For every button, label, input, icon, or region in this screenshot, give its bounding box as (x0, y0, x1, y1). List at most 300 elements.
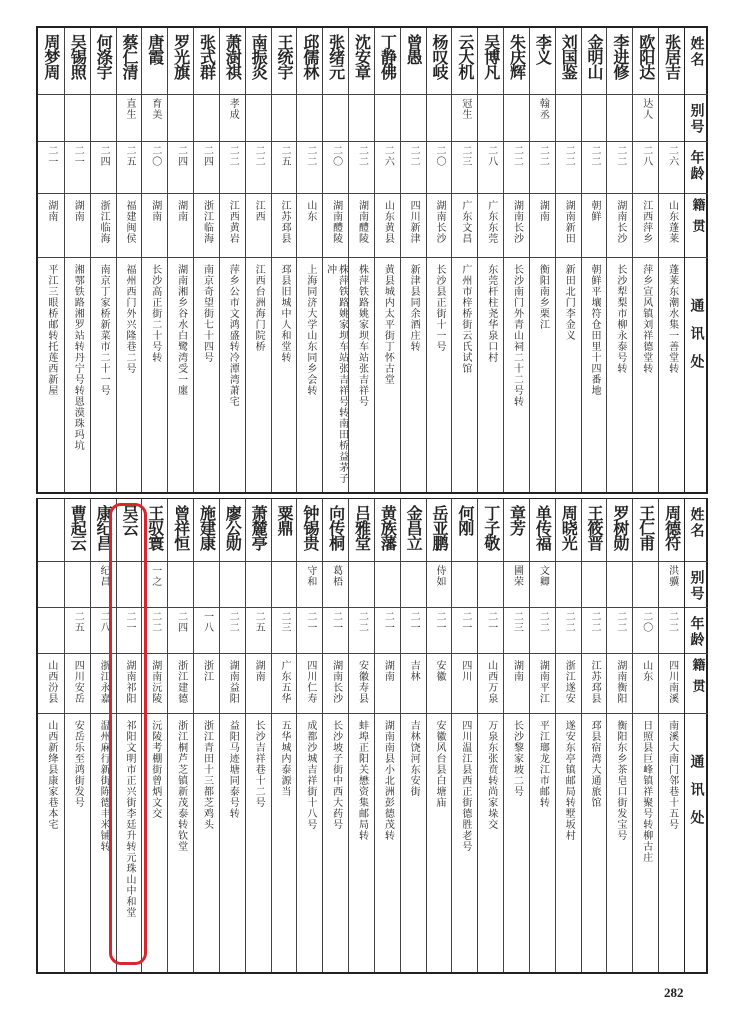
entry-address: 江西台洲海门院桥 (253, 264, 265, 352)
entry-alias: 圃荣 (511, 565, 523, 587)
entry-column (245, 28, 271, 492)
entry-address: 邳县宿湾大通旅馆 (589, 720, 601, 808)
entry-name: 罗树勋 (610, 505, 630, 550)
entry-name: 欧阳达 (636, 34, 656, 79)
bottom-header-column (684, 499, 708, 972)
entry-name: 丁子敬 (481, 505, 501, 550)
entry-column (529, 28, 555, 492)
header-alias-bottom: 别号 (688, 570, 705, 602)
entry-age: 二一 (485, 611, 497, 633)
entry-alias (168, 562, 193, 607)
entry-column (632, 499, 658, 972)
entry-name: 吴云 (119, 505, 139, 535)
entry-column (64, 499, 90, 972)
entry-name: 周晓光 (559, 505, 579, 550)
entry-column (271, 499, 297, 972)
entry-column (400, 28, 426, 492)
entry-column (632, 28, 658, 492)
entry-alias: 冠生 (459, 98, 471, 120)
entry-native-place: 湖南长沙 (330, 660, 342, 704)
entry-name: 金昌立 (404, 505, 424, 550)
entry-age: 二五 (253, 611, 265, 633)
entry-column (555, 499, 581, 972)
entry-native-place: 浙江临海 (201, 200, 213, 244)
entry-age: 二一 (408, 611, 420, 633)
entry-alias (556, 562, 581, 607)
entry-alias (220, 562, 245, 607)
entry-name: 张绪元 (326, 34, 346, 79)
entry-alias (246, 95, 271, 141)
entry-native-place: 浙江建德 (175, 660, 187, 704)
entry-name: 周梦周 (41, 34, 61, 79)
entry-name: 曾祥恒 (171, 505, 191, 550)
entry-native-place: 湖南 (149, 200, 161, 222)
entry-age: 一八 (201, 611, 213, 633)
entry-age: 二二 (408, 145, 420, 167)
entry-address: 成都沙城吉祥街十八号 (304, 720, 316, 830)
entry-address: 南京丁家桥新菜市二十一号 (98, 264, 110, 396)
entry-column (219, 499, 245, 972)
entry-age: 二〇 (330, 145, 342, 167)
entry-address: 长沙高正街二十号转 (149, 264, 161, 363)
entry-alias: 侍如 (434, 565, 446, 587)
entry-age: 二四 (98, 145, 110, 167)
entry-address: 平江三眼桥邮转托莲西新屋 (45, 264, 57, 396)
entry-alias: 孝成 (227, 98, 239, 120)
entry-name: 周德符 (662, 505, 682, 550)
entry-alias (659, 95, 684, 141)
entry-name: 邱儒林 (300, 34, 320, 79)
entry-age: 二一 (459, 611, 471, 633)
red-highlight-annotation (109, 503, 147, 965)
entry-column (245, 499, 271, 972)
entry-alias (504, 95, 529, 141)
entry-name: 王筱晋 (585, 505, 605, 550)
entry-alias (38, 562, 64, 607)
entry-age: 二二 (537, 145, 549, 167)
entry-address: 南京奇望街七十四号 (201, 264, 213, 363)
entry-column (503, 499, 529, 972)
entry-native-place: 江西萍乡 (640, 200, 652, 244)
entry-age: 二一 (304, 611, 316, 633)
entry-column (426, 499, 452, 972)
entry-address: 浙江青田十三都芝鸡头 (201, 720, 213, 830)
entry-address: 上海同济大学山东同乡会转 (304, 264, 316, 396)
entry-address: 新津县同余酒庄转 (408, 264, 420, 352)
entry-column (322, 28, 348, 492)
entry-address: 沅陵考棚街曾炳文交 (149, 720, 161, 819)
entry-address: 安徽风台县白塘庙 (434, 720, 446, 808)
entry-alias (556, 95, 581, 141)
entry-address: 平江瑯龙江市邮转 (537, 720, 549, 808)
top-header-column (684, 28, 708, 492)
entry-native-place: 湖南 (537, 200, 549, 222)
entry-address: 长沙县正街十一号 (434, 264, 446, 352)
entry-address: 四川温江县西正街德胜老号 (459, 720, 471, 852)
entry-alias: 直生 (123, 98, 135, 120)
entry-name: 廖公勋 (223, 505, 243, 550)
entry-age: 二八 (485, 145, 497, 167)
header-name: 姓名 (688, 36, 705, 68)
entry-alias (375, 562, 400, 607)
entry-address: 万泉东张贲转尚家垛交 (485, 720, 497, 830)
entry-native-place: 浙江临海 (98, 200, 110, 244)
header-age-bottom: 年龄 (688, 616, 705, 648)
entry-native-place: 江西黄岩 (227, 200, 239, 244)
entry-column (581, 28, 607, 492)
entry-column (606, 499, 632, 972)
entry-age: 二六 (666, 145, 678, 167)
entry-name: 唐霞 (145, 34, 165, 64)
entry-age: 二二 (304, 145, 316, 167)
entry-column (606, 28, 632, 492)
entry-age: 二二 (227, 145, 239, 167)
entry-column (167, 499, 193, 972)
entry-age: 二三 (511, 611, 523, 633)
entry-alias: 育美 (149, 98, 161, 120)
entry-alias (349, 562, 374, 607)
entry-native-place: 湖南 (382, 660, 394, 682)
entry-age: 二二 (563, 145, 575, 167)
entry-alias: 纪昌 (98, 565, 110, 587)
entry-native-place: 湖南 (175, 200, 187, 222)
entry-alias (401, 95, 426, 141)
entry-column (477, 28, 503, 492)
entry-address: 长沙黎家坡二号 (511, 720, 523, 797)
entry-address: 安岳乐至鸿街发号 (72, 720, 84, 808)
entry-native-place: 四川安岳 (72, 660, 84, 704)
entry-name: 刘国鉴 (559, 34, 579, 79)
entry-alias (323, 95, 348, 141)
entry-age: 二二 (356, 145, 368, 167)
entry-alias (427, 95, 452, 141)
entry-native-place: 安徽 (434, 660, 446, 682)
entry-name: 钟锡贵 (300, 505, 320, 550)
entry-column (90, 28, 116, 492)
entry-name: 萧麓亭 (249, 505, 269, 550)
entry-alias (194, 95, 219, 141)
entry-name: 何刚 (455, 505, 475, 535)
entry-native-place: 湖南衡阳 (614, 660, 626, 704)
entry-age: 二一 (45, 145, 57, 167)
entry-name: 张居吉 (662, 34, 682, 79)
entry-column (451, 28, 477, 492)
entry-native-place: 湖南醴陵 (330, 200, 342, 244)
entry-native-place: 浙江永嘉 (98, 660, 110, 704)
entry-address: 五华城内泰源当 (278, 720, 290, 797)
entry-name: 云大机 (455, 34, 475, 79)
entry-age: 二四 (201, 145, 213, 167)
entry-address: 湘鄂铁路湘罗站转丹宁号转恩漠珠玛坑 (72, 264, 84, 451)
entry-native-place: 山东蓬莱 (666, 200, 678, 244)
entry-native-place: 湖南 (511, 660, 523, 682)
entry-native-place: 湖南长沙 (614, 200, 626, 244)
entry-column (271, 28, 297, 492)
entry-name: 向传桐 (326, 505, 346, 550)
entry-name: 萧澍祺 (223, 34, 243, 79)
entry-address: 萍乡宣风镇刘祥德堂转 (640, 264, 652, 374)
entry-name: 金明山 (585, 34, 605, 79)
entry-address: 吉林饶河东安街 (408, 720, 420, 797)
entry-name: 曹起云 (68, 505, 88, 550)
entry-name: 李进修 (610, 34, 630, 79)
header-alias: 别号 (688, 103, 705, 135)
entry-name: 沈安章 (352, 34, 372, 79)
entry-native-place: 山东 (640, 660, 652, 682)
entry-age: 二二 (563, 611, 575, 633)
entry-address: 益阳马迹塘同泰号转 (227, 720, 239, 819)
entry-age: 二二 (589, 145, 601, 167)
entry-native-place: 江苏邳县 (589, 660, 601, 704)
entry-address: 南溪大南门邻巷十五号 (666, 720, 678, 830)
entry-native-place: 湖南 (253, 660, 265, 682)
entry-address: 蚌埠正阳关懋资集邮局转 (356, 720, 368, 841)
entry-name: 南振炎 (249, 34, 269, 79)
entry-alias (401, 562, 426, 607)
entry-address: 祁阳文明市正兴街李廷升转元珠山中和堂 (123, 720, 135, 918)
entry-age: 二二 (149, 611, 161, 633)
entry-native-place: 山西万泉 (485, 660, 497, 704)
entry-name: 何涤宇 (94, 34, 114, 79)
entry-address: 黄县城内太平街丁怀古堂 (382, 264, 394, 385)
entry-address: 衡阳东乡茶皂口街发宝号 (614, 720, 626, 841)
entry-native-place: 四川南溪 (666, 660, 678, 704)
entry-native-place: 吉林 (408, 660, 420, 682)
entry-column (38, 28, 64, 492)
entry-alias (168, 95, 193, 141)
entry-native-place: 湖南 (72, 200, 84, 222)
entry-name: 吴锡照 (68, 34, 88, 79)
entry-address: 浙江桐芦芝镇新茂泰转钦堂 (175, 720, 187, 852)
entry-column (374, 28, 400, 492)
entry-address: 广州市梓桥街云氏试馆 (459, 264, 471, 374)
entry-name: 罗光旗 (171, 34, 191, 79)
entry-alias (478, 562, 503, 607)
entry-age: 二五 (278, 145, 290, 167)
entry-age: 二二 (589, 611, 601, 633)
entry-address: 衡阳南乡栗江 (537, 264, 549, 330)
entry-alias (272, 562, 297, 607)
entry-name: 张式群 (197, 34, 217, 79)
entry-alias (582, 562, 607, 607)
entry-name: 施建康 (197, 505, 217, 550)
entry-native-place: 湖南平江 (537, 660, 549, 704)
entry-name: 吕雅堂 (352, 505, 372, 550)
entry-address: 遂安东亭镇邮局转墅坂村 (563, 720, 575, 841)
entry-column (658, 499, 684, 972)
entry-age: 二四 (175, 145, 187, 167)
entry-column (374, 499, 400, 972)
entry-name: 粟鼎 (274, 505, 294, 535)
entry-age: 二四 (175, 611, 187, 633)
entry-native-place: 浙江 (201, 660, 213, 682)
entry-alias (65, 562, 90, 607)
entry-native-place: 山东 (304, 200, 316, 222)
entry-alias (633, 562, 658, 607)
entry-alias (297, 95, 322, 141)
entry-age: 二〇 (434, 145, 446, 167)
entry-address: 长沙犁梨市柳永泰号转 (614, 264, 626, 374)
entry-alias (452, 562, 477, 607)
entry-age: 二一 (123, 611, 135, 633)
entry-native-place: 山东黄县 (382, 200, 394, 244)
entry-native-place: 浙江遂安 (563, 660, 575, 704)
header-native: 籍贯 (689, 198, 705, 240)
entry-address: 湖南湘乡谷水白鹭湾受一廛 (175, 264, 187, 396)
entry-native-place: 广东五华 (278, 660, 290, 704)
entry-name (38, 499, 64, 561)
entry-age: 二二 (356, 611, 368, 633)
entry-age: 二五 (72, 611, 84, 633)
entry-age: 二三 (459, 145, 471, 167)
entry-column (193, 499, 219, 972)
entry-name: 黄族藩 (378, 505, 398, 550)
entry-address: 东莞杆柱尧华泉口村 (485, 264, 497, 363)
entry-address: 长沙坡子街中西大药号 (330, 720, 342, 830)
entry-name: 单传福 (533, 505, 553, 550)
entry-native-place: 四川新津 (408, 200, 420, 244)
header-age: 年龄 (688, 150, 705, 182)
entry-column (296, 499, 322, 972)
header-address-bottom: 通讯处 (688, 754, 705, 838)
entry-column (219, 28, 245, 492)
entry-column (581, 499, 607, 972)
entry-alias: 一之 (149, 565, 161, 587)
entry-alias (607, 95, 632, 141)
entry-age: 二二 (614, 145, 626, 167)
entry-alias (38, 95, 64, 141)
entry-name: 章芳 (507, 505, 527, 535)
entry-column (38, 499, 64, 972)
entry-address: 长沙吉祥巷十二号 (253, 720, 265, 808)
entry-native-place: 山西汾县 (45, 660, 57, 704)
entry-address: 山西新绛县康家巷本宅 (45, 720, 57, 830)
entry-name: 曾愚 (404, 34, 424, 64)
entry-age: 二一 (434, 611, 446, 633)
entry-native-place: 广东东莞 (485, 200, 497, 244)
entry-native-place: 湖南沅陵 (149, 660, 161, 704)
entry-age: 二五 (123, 145, 135, 167)
header-native-bottom: 籍贯 (689, 658, 705, 700)
entry-age: 二二 (511, 145, 523, 167)
entry-column (64, 28, 90, 492)
entry-alias: 洪骥 (666, 565, 678, 587)
entry-age: 二二 (537, 611, 549, 633)
entry-name: 丁静佛 (378, 34, 398, 79)
entry-alias: 达人 (640, 98, 652, 120)
entry-column (322, 499, 348, 972)
entry-alias (375, 95, 400, 141)
entry-native-place: 湖南祁阳 (123, 660, 135, 704)
entry-column (658, 28, 684, 492)
entry-alias (478, 95, 503, 141)
entry-native-place: 广东文昌 (459, 200, 471, 244)
entry-alias (272, 95, 297, 141)
entry-native-place: 四川 (459, 660, 471, 682)
entry-address: 朝鲜平壤符仓田里十四番地 (589, 264, 601, 396)
entry-alias (607, 562, 632, 607)
entry-native-place: 福建闽侯 (123, 200, 135, 244)
entry-alias: 葛梧 (330, 565, 342, 587)
entry-age: 二〇 (149, 145, 161, 167)
entry-address: 蓬莱东潮水集一善堂转 (666, 264, 678, 374)
entry-name: 吴博凡 (481, 34, 501, 79)
entry-column (193, 28, 219, 492)
entry-address: 株萍铁路姚家坝车站张吉祥号 (356, 264, 368, 407)
page-number: 282 (664, 985, 684, 1000)
entry-name: 岳亚鹏 (430, 505, 450, 550)
entry-alias: 文卿 (537, 565, 549, 587)
entry-column (451, 499, 477, 972)
entry-column (477, 499, 503, 972)
entry-address: 株萍铁路姚家坝车站张吉祥号转南田桥益茅子冲 (324, 264, 348, 484)
entry-column (348, 499, 374, 972)
entry-age: 二〇 (640, 611, 652, 633)
entry-age: 二三 (278, 611, 290, 633)
entry-native-place: 江西 (253, 200, 265, 222)
entry-address: 日照县巨峰镇祥聚号转柳古庄 (640, 720, 652, 863)
entry-column (141, 28, 167, 492)
entry-alias: 守和 (304, 565, 316, 587)
entry-address: 温州麻行新街陈德丰米铺转 (98, 720, 110, 852)
entry-column (296, 28, 322, 492)
entry-alias (246, 562, 271, 607)
entry-age: 二一 (382, 611, 394, 633)
entry-native-place: 湖南长沙 (511, 200, 523, 244)
entry-native-place: 湖南新田 (563, 200, 575, 244)
entry-address: 邳县旧城中人和堂转 (278, 264, 290, 363)
entry-address: 湖南南县小北洲彭德茂转 (382, 720, 394, 841)
entry-age: 二二 (227, 611, 239, 633)
entry-alias (582, 95, 607, 141)
entry-name: 康纪昌 (94, 505, 114, 550)
entry-native-place: 江苏邳县 (278, 200, 290, 244)
entry-name: 杨叹岐 (430, 34, 450, 79)
entry-column (348, 28, 374, 492)
entry-age: 二一 (330, 611, 342, 633)
entry-address: 萍乡公市文鸿盛转冷潭湾萧宅 (227, 264, 239, 407)
entry-age: 二一 (72, 145, 84, 167)
entry-column (426, 28, 452, 492)
entry-column (167, 28, 193, 492)
entry-name: 蔡仁清 (119, 34, 139, 79)
entry-name: 李义 (533, 34, 553, 64)
entry-age: 二六 (382, 145, 394, 167)
header-address: 通讯处 (688, 298, 705, 382)
entry-column (116, 28, 142, 492)
entry-column (503, 28, 529, 492)
top-directory-table (36, 26, 708, 494)
entry-name: 王仁甫 (636, 505, 656, 550)
entry-age: 二八 (640, 145, 652, 167)
entry-alias (194, 562, 219, 607)
header-name-bottom: 姓名 (688, 507, 705, 539)
entry-column (529, 499, 555, 972)
entry-name: 朱庆辉 (507, 34, 527, 79)
entry-native-place: 安徽寿县 (356, 660, 368, 704)
entry-native-place: 四川仁寿 (304, 660, 316, 704)
entry-native-place: 湖南长沙 (434, 200, 446, 244)
entry-column (400, 499, 426, 972)
entry-alias (65, 95, 90, 141)
entry-address: 长沙南门外青山祠二十二号转 (511, 264, 523, 407)
entry-native-place: 湖南益阳 (227, 660, 239, 704)
entry-native-place: 朝鲜 (589, 200, 601, 222)
entry-address: 新田北门李金义 (563, 264, 575, 341)
entry-age: 二二 (614, 611, 626, 633)
entry-age: 二二 (253, 145, 265, 167)
entry-age: 二二 (666, 611, 678, 633)
